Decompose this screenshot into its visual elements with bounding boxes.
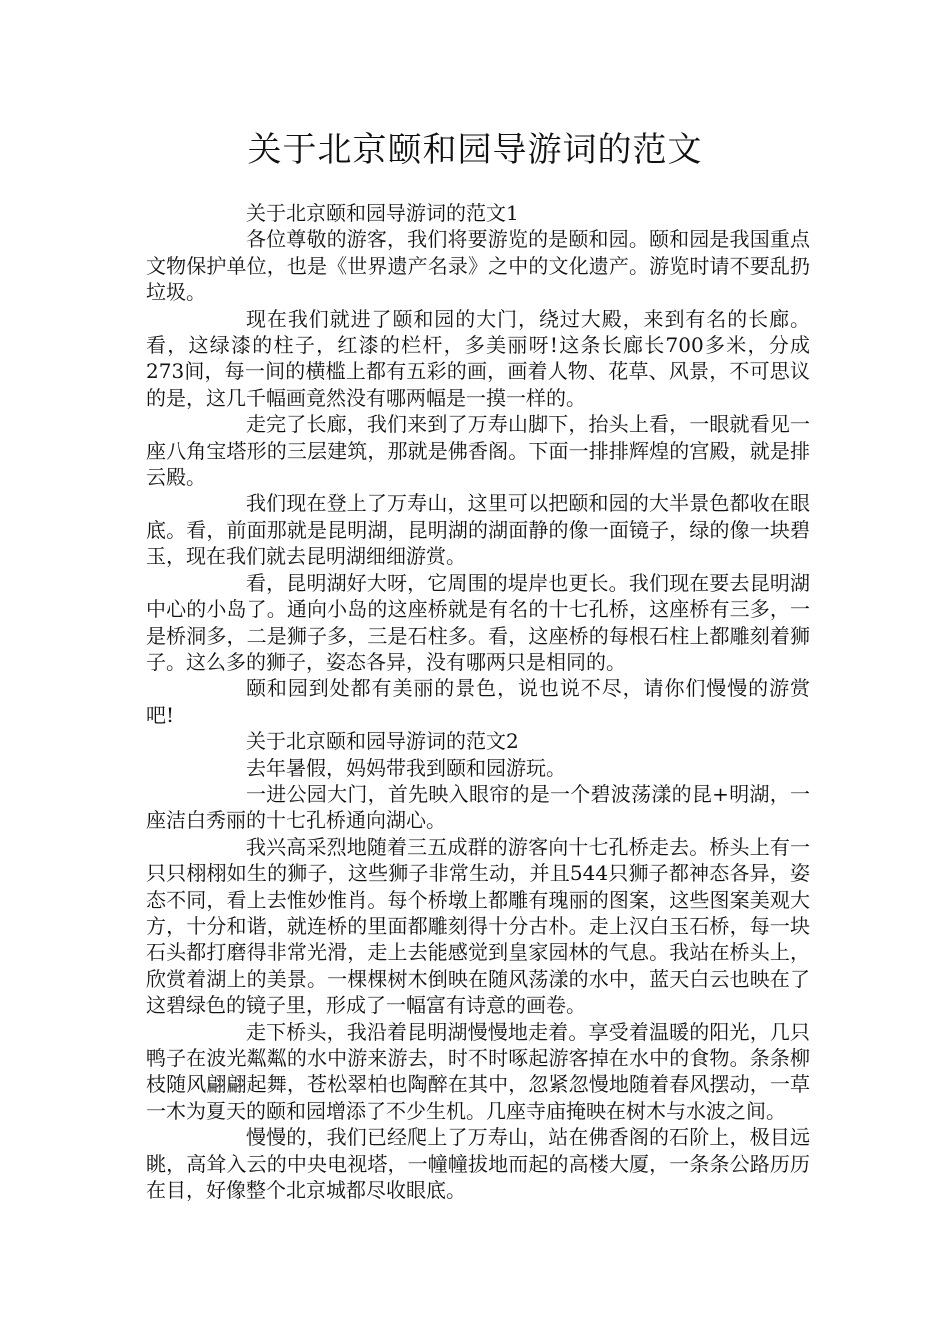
paragraph: 去年暑假，妈妈带我到颐和园游玩。	[246, 755, 566, 780]
paragraph: 走完了长廊，我们来到了万寿山脚下，抬头上看，一眼就看见一座八角宝塔形的三层建筑，那就是佛香阁。下面一排排辉煌的宫殿，就是排云殿。	[146, 412, 810, 490]
paragraph: 现在我们就进了颐和园的大门，绕过大殿，来到有名的长廊。看，这绿漆的柱子，红漆的栏杆，多美丽呀!这条长廊长700多米，分成273间，每一间的横槛上都有五彩的画，画着人物、花草、风景，不可思议的是，这几千幅画竟然没有哪两幅是一摸一样的。	[146, 306, 810, 410]
paragraph: 我们现在登上了万寿山，这里可以把颐和园的大半景色都收在眼底。看，前面那就是昆明湖，昆明湖的湖面静的像一面镜子，绿的像一块碧玉，现在我们就去昆明湖细细游赏。	[146, 491, 810, 569]
paragraph: 我兴高采烈地随着三五成群的游客向十七孔桥走去。桥头上有一只只栩栩如生的狮子，这些狮子非常生动，并且544只狮子都神态各异，姿态不同，看上去惟妙惟肖。每个桥墩上都雕有瑰丽的图案，这些图案美观大方，十分和谐，就连桥的里面都雕刻得十分古朴。走上汉白玉石桥，每一块石头都打磨得非常光滑，走上去能感觉到皇家园林的气息。我站在桥头上，欣赏着湖上的美景。一棵棵树木倒映在随风荡漾的水中，蓝天白云也映在了这碧绿色的镜子里，形成了一幅富有诗意的画卷。	[146, 834, 810, 1018]
paragraph: 一进公园大门，首先映入眼帘的是一个碧波荡漾的昆+明湖，一座洁白秀丽的十七孔桥通向湖心。	[146, 781, 810, 833]
section-heading-1: 关于北京颐和园导游词的范文1	[246, 201, 519, 225]
paragraph: 各位尊敬的游客，我们将要游览的是颐和园。颐和园是我国重点文物保护单位，也是《世界遗产名录》之中的文化遗产。游览时请不要乱扔垃圾。	[146, 227, 810, 305]
document-body	[146, 200, 810, 1203]
document-title: 关于北京颐和园导游词的范文	[247, 130, 703, 170]
paragraph: 慢慢的，我们已经爬上了万寿山，站在佛香阁的石阶上，极目远眺，高耸入云的中央电视塔，一幢幢拔地而起的高楼大厦，一条条公路历历在目，好像整个北京城都尽收眼底。	[146, 1125, 810, 1203]
section-heading-2: 关于北京颐和园导游词的范文2	[246, 729, 519, 754]
paragraph: 走下桥头，我沿着昆明湖慢慢地走着。享受着温暖的阳光，几只鸭子在波光粼粼的水中游来游去，时不时啄起游客掉在水中的食物。条条柳枝随风翩翩起舞，苍松翠柏也陶醉在其中，忽紧忽慢地随着春风摆动，一草一木为夏天的颐和园增添了不少生机。几座寺庙掩映在树木与水波之间。	[146, 1019, 810, 1123]
paragraph: 颐和园到处都有美丽的景色，说也说不尽，请你们慢慢的游赏吧!	[146, 676, 810, 727]
paragraph: 看，昆明湖好大呀，它周围的堤岸也更长。我们现在要去昆明湖中心的小岛了。通向小岛的这座桥就是有名的十七孔桥，这座桥有三多，一是桥洞多，二是狮子多，三是石柱多。看，这座桥的每根石柱上都雕刻着狮子。这么多的狮子，姿态各异，没有哪两只是相同的。	[146, 570, 810, 674]
